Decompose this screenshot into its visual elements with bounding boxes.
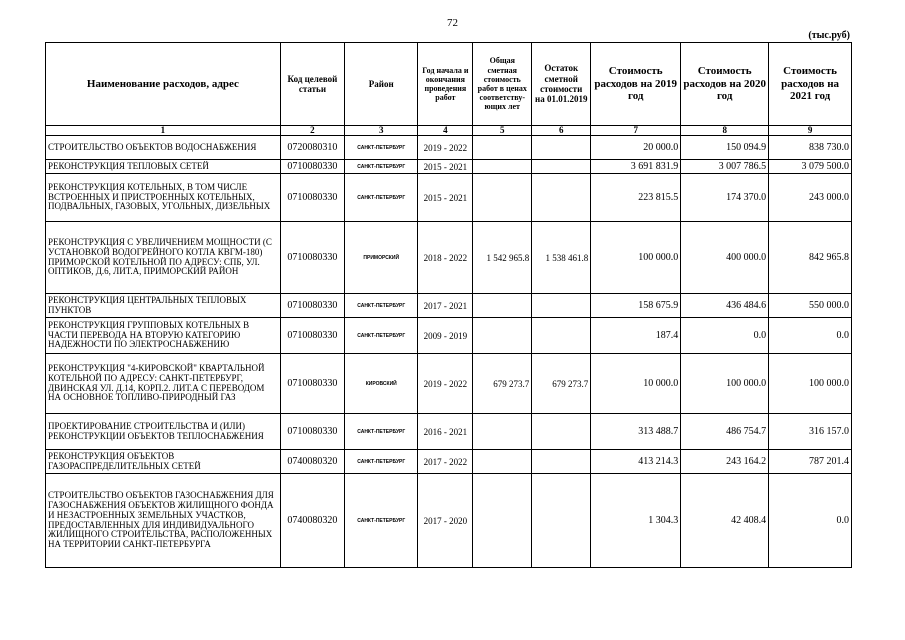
expense-name: СТРОИТЕЛЬСТВО ОБЪЕКТОВ ВОДОСНАБЖЕНИЯ (46, 136, 281, 160)
expense-district: САНКТ-ПЕТЕРБУРГ (345, 160, 418, 174)
expense-2020: 174 370.0 (681, 174, 769, 222)
table-row (46, 222, 852, 294)
expense-2020: 0.0 (681, 318, 769, 354)
expense-2019: 313 488.7 (591, 414, 681, 450)
expense-district: САНКТ-ПЕТЕРБУРГ (345, 174, 418, 222)
table-row (46, 354, 852, 414)
expense-remainder (532, 318, 591, 354)
expense-remainder (532, 136, 591, 160)
expense-2020: 486 754.7 (681, 414, 769, 450)
expense-period: 2018 - 2022 (418, 222, 473, 294)
expense-district: КИРОВСКИЙ (345, 354, 418, 414)
header-cost-2020: Стоимость расходов на 2020 год (681, 43, 769, 126)
expense-code: 0710080330 (280, 174, 344, 222)
expense-2021: 550 000.0 (769, 294, 852, 318)
header-row (46, 43, 852, 126)
expense-total-cost (473, 160, 532, 174)
expense-remainder (532, 474, 591, 568)
expense-code: 0710080330 (280, 294, 344, 318)
header-remainder: Остаток сметной стоимости на 01.01.2019 (532, 43, 591, 126)
expense-total-cost (473, 414, 532, 450)
expense-total-cost (473, 136, 532, 160)
expense-code: 0710080330 (280, 160, 344, 174)
expense-2019: 3 691 831.9 (591, 160, 681, 174)
expense-2021: 316 157.0 (769, 414, 852, 450)
expense-2021: 0.0 (769, 318, 852, 354)
expense-2019: 100 000.0 (591, 222, 681, 294)
expense-code: 0710080330 (280, 414, 344, 450)
expense-period: 2016 - 2021 (418, 414, 473, 450)
header-cost-2019: Стоимость расходов на 2019 год (591, 43, 681, 126)
expense-name: РЕКОНСТРУКЦИЯ С УВЕЛИЧЕНИЕМ МОЩНОСТИ (С УСТАНОВКОЙ ВОДОГРЕЙНОГО КОТЛА КВГМ-180) ПРИМОРСКОЙ КОТЕЛЬНОЙ ПО АДРЕСУ: СПБ, УЛ. ОПТИКОВ, Д.6, ЛИТ.А, ПРИМОРСКИЙ РАЙОН (46, 222, 281, 294)
expense-2020: 436 484.6 (681, 294, 769, 318)
table-row (46, 136, 852, 160)
expense-name: РЕКОНСТРУКЦИЯ ОБЪЕКТОВ ГАЗОРАСПРЕДЕЛИТЕЛЬНЫХ СЕТЕЙ (46, 450, 281, 474)
expense-2021: 787 201.4 (769, 450, 852, 474)
expense-2021: 842 965.8 (769, 222, 852, 294)
expense-name: ПРОЕКТИРОВАНИЕ СТРОИТЕЛЬСТВА И (ИЛИ) РЕКОНСТРУКЦИИ ОБЪЕКТОВ ТЕПЛОСНАБЖЕНИЯ (46, 414, 281, 450)
expense-code: 0720080310 (280, 136, 344, 160)
expense-2019: 158 675.9 (591, 294, 681, 318)
column-number: 1 (46, 126, 281, 136)
expense-total-cost (473, 474, 532, 568)
expense-period: 2019 - 2022 (418, 136, 473, 160)
column-number: 4 (418, 126, 473, 136)
expense-2019: 1 304.3 (591, 474, 681, 568)
expense-period: 2015 - 2021 (418, 174, 473, 222)
expense-remainder (532, 294, 591, 318)
table-row (46, 318, 852, 354)
page-number: 72 (447, 17, 458, 29)
table-row (46, 414, 852, 450)
expense-2021: 838 730.0 (769, 136, 852, 160)
header-code: Код целевой статьи (280, 43, 344, 126)
column-number: 2 (280, 126, 344, 136)
expense-district: САНКТ-ПЕТЕРБУРГ (345, 414, 418, 450)
column-number: 5 (473, 126, 532, 136)
expense-2019: 187.4 (591, 318, 681, 354)
expense-2021: 243 000.0 (769, 174, 852, 222)
expense-name: РЕКОНСТРУКЦИЯ ТЕПЛОВЫХ СЕТЕЙ (46, 160, 281, 174)
expense-2020: 150 094.9 (681, 136, 769, 160)
expense-2020: 243 164.2 (681, 450, 769, 474)
expense-remainder: 679 273.7 (532, 354, 591, 414)
expense-2019: 413 214.3 (591, 450, 681, 474)
expense-remainder (532, 414, 591, 450)
header-cost-2021: Стоимость расходов на 2021 год (769, 43, 852, 126)
expense-code: 0740080320 (280, 474, 344, 568)
expense-period: 2017 - 2022 (418, 450, 473, 474)
expense-code: 0710080330 (280, 318, 344, 354)
expense-name: РЕКОНСТРУКЦИЯ "4-КИРОВСКОЙ" КВАРТАЛЬНОЙ КОТЕЛЬНОЙ ПО АДРЕСУ: САНКТ-ПЕТЕРБУРГ, ДВИНСКАЯ УЛ. Д.14, КОРП.2. ЛИТ.А С ПЕРЕВОДОМ НА ОСНОВНОЕ ТОПЛИВО-ПРИРОДНЫЙ ГАЗ (46, 354, 281, 414)
expense-district: САНКТ-ПЕТЕРБУРГ (345, 474, 418, 568)
table-row (46, 294, 852, 318)
expense-name: СТРОИТЕЛЬСТВО ОБЪЕКТОВ ГАЗОСНАБЖЕНИЯ ДЛЯ ГАЗОСНАБЖЕНИЯ ОБЪЕКТОВ ЖИЛИЩНОГО ФОНДА И НЕЗАСТРОЕННЫХ ЗЕМЕЛЬНЫХ УЧАСТКОВ, ПРЕДОСТАВЛЕННЫХ ДЛЯ ИНДИВИДУАЛЬНОГО ЖИЛИЩНОГО СТРОИТЕЛЬСТВА, РАСПОЛОЖЕННЫХ НА ТЕРРИТОРИИ САНКТ-ПЕТЕРБУРГА (46, 474, 281, 568)
expense-name: РЕКОНСТРУКЦИЯ ЦЕНТРАЛЬНЫХ ТЕПЛОВЫХ ПУНКТОВ (46, 294, 281, 318)
expense-total-cost (473, 450, 532, 474)
expense-total-cost (473, 174, 532, 222)
column-number: 9 (769, 126, 852, 136)
expense-total-cost: 679 273.7 (473, 354, 532, 414)
expense-period: 2019 - 2022 (418, 354, 473, 414)
header-period: Год начала и окончания проведения работ (418, 43, 473, 126)
expense-remainder (532, 450, 591, 474)
expense-name: РЕКОНСТРУКЦИЯ ГРУППОВЫХ КОТЕЛЬНЫХ В ЧАСТИ ПЕРЕВОДА НА ВТОРУЮ КАТЕГОРИЮ НАДЕЖНОСТИ ПО ЭЛЕКТРОСНАБЖЕНИЮ (46, 318, 281, 354)
expense-2019: 20 000.0 (591, 136, 681, 160)
expense-code: 0710080330 (280, 222, 344, 294)
column-number: 6 (532, 126, 591, 136)
column-number: 3 (345, 126, 418, 136)
expense-period: 2017 - 2021 (418, 294, 473, 318)
expense-2021: 100 000.0 (769, 354, 852, 414)
expense-code: 0740080320 (280, 450, 344, 474)
expense-total-cost: 1 542 965.8 (473, 222, 532, 294)
expense-district: САНКТ-ПЕТЕРБУРГ (345, 318, 418, 354)
table-row (46, 160, 852, 174)
expense-2019: 223 815.5 (591, 174, 681, 222)
expense-total-cost (473, 294, 532, 318)
header-district: Район (345, 43, 418, 126)
expense-2019: 10 000.0 (591, 354, 681, 414)
expense-name: РЕКОНСТРУКЦИЯ КОТЕЛЬНЫХ, В ТОМ ЧИСЛЕ ВСТРОЕННЫХ И ПРИСТРОЕННЫХ КОТЕЛЬНЫХ, ПОДВАЛЬНЫХ, ГАЗОВЫХ, УГОЛЬНЫХ, ДИЗЕЛЬНЫХ (46, 174, 281, 222)
expense-2020: 400 000.0 (681, 222, 769, 294)
table-row (46, 174, 852, 222)
expense-period: 2017 - 2020 (418, 474, 473, 568)
expense-2020: 42 408.4 (681, 474, 769, 568)
expense-district: ПРИМОРСКИЙ (345, 222, 418, 294)
expense-2021: 3 079 500.0 (769, 160, 852, 174)
expense-remainder (532, 174, 591, 222)
header-total-cost: Общая сметная стоимость работ в ценах соответству-ющих лет (473, 43, 532, 126)
expense-code: 0710080330 (280, 354, 344, 414)
expense-total-cost (473, 318, 532, 354)
expense-2020: 100 000.0 (681, 354, 769, 414)
expense-2020: 3 007 786.5 (681, 160, 769, 174)
expense-district: САНКТ-ПЕТЕРБУРГ (345, 294, 418, 318)
table-row (46, 450, 852, 474)
units-label: (тыс.руб) (808, 30, 850, 41)
table-row (46, 474, 852, 568)
column-number: 7 (591, 126, 681, 136)
expense-2021: 0.0 (769, 474, 852, 568)
header-name: Наименование расходов, адрес (46, 43, 281, 126)
column-number-row (46, 126, 852, 136)
expense-period: 2009 - 2019 (418, 318, 473, 354)
column-number: 8 (681, 126, 769, 136)
expense-district: САНКТ-ПЕТЕРБУРГ (345, 450, 418, 474)
expense-district: САНКТ-ПЕТЕРБУРГ (345, 136, 418, 160)
expense-remainder (532, 160, 591, 174)
expenses-table (45, 42, 852, 568)
expense-remainder: 1 538 461.8 (532, 222, 591, 294)
expense-period: 2015 - 2021 (418, 160, 473, 174)
